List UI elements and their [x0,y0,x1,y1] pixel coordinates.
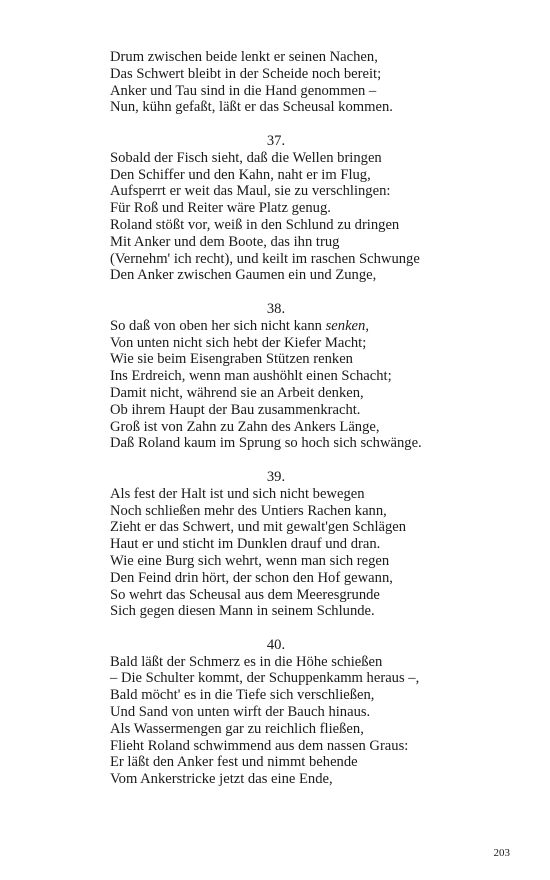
stanza-37 [110,133,510,284]
verse-line: Als Wassermengen gar zu reichlich fließen, [110,720,364,737]
italic-word: senken [325,317,366,334]
verse-line: Aufsperrt er weit das Maul, sie zu verschlingen: [110,183,391,200]
verse-line: Ins Erdreich, wenn man aushöhlt einen Schacht; [110,368,392,385]
verse-line: Mit Anker und dem Boote, das ihn trug [110,233,340,250]
verse-line: Wie sie beim Eisengraben Stützen renken [110,351,353,368]
verse-line: Als fest der Halt ist und sich nicht bewegen [110,485,365,502]
stanza-39 [110,469,510,620]
opening-stanza-fragment [110,49,510,116]
verse-line: – Die Schulter kommt, der Schuppenkamm heraus –, [110,670,420,687]
stanza-number: 40. [266,636,286,653]
verse-line: Zieht er das Schwert, und mit gewalt'gen Schlägen [110,519,407,536]
verse-line: (Vernehm' ich recht), und keilt im raschen Schwunge [110,250,420,267]
verse-line: Er läßt den Anker fest und nimmt behende [110,754,358,771]
verse-line: Drum zwischen beide lenkt er seinen Nachen, [110,49,378,65]
verse-line: Das Schwert bleibt in der Scheide noch bereit; [110,65,382,82]
verse-line [110,318,510,335]
stanza-40 [110,637,510,788]
verse-line: Und Sand von unten wirft der Bauch hinaus. [110,704,371,721]
verse-line: Damit nicht, während sie an Arbeit denken, [110,384,364,401]
verse-line: Sich gegen diesen Mann in seinem Schlunde. [110,603,375,620]
verse-line: Nun, kühn gefaßt, läßt er das Scheusal kommen. [110,99,393,116]
stanza-38 [110,301,510,452]
poem-text [110,49,510,788]
verse-line: Flieht Roland schwimmend aus dem nassen Graus: [110,737,409,754]
verse-line: Wie eine Burg sich wehrt, wenn man sich regen [110,552,390,569]
stanza-number: 37. [266,132,286,149]
stanza-number: 38. [266,300,286,317]
verse-line: Ob ihrem Haupt der Bau zusammenkracht. [110,401,361,418]
verse-line: Bald läßt der Schmerz es in die Höhe schießen [110,653,383,670]
page-number: 203 [493,847,510,859]
verse-line: Noch schließen mehr des Untiers Rachen kann, [110,502,387,519]
verse-line: Den Feind drin hört, der schon den Hof gewann, [110,569,393,586]
verse-line: Von unten nicht sich hebt der Kiefer Macht; [110,334,367,351]
verse-line: So wehrt das Scheusal aus dem Meeresgrunde [110,586,380,603]
verse-line: Groß ist von Zahn zu Zahn des Ankers Länge, [110,418,380,435]
verse-line: Für Roß und Reiter wäre Platz genug. [110,200,331,217]
verse-line: Bald möcht' es in die Tiefe sich verschließen, [110,687,375,704]
verse-line: Den Anker zwischen Gaumen ein und Zunge, [110,267,377,284]
verse-line: Den Schiffer und den Kahn, naht er im Flug, [110,166,371,183]
verse-line: Vom Ankerstricke jetzt das eine Ende, [110,771,333,788]
verse-text: So daß von oben her sich nicht kann [110,317,326,334]
verse-line: Roland stößt vor, weiß in den Schlund zu dringen [110,216,400,233]
verse-line: Anker und Tau sind in die Hand genommen – [110,82,377,99]
verse-line: Sobald der Fisch sieht, daß die Wellen bringen [110,149,382,166]
verse-text: , [365,317,369,334]
verse-line: Daß Roland kaum im Sprung so hoch sich schwänge. [110,435,422,452]
stanza-number: 39. [266,468,286,485]
verse-line: Haut er und sticht im Dunklen drauf und dran. [110,536,381,553]
